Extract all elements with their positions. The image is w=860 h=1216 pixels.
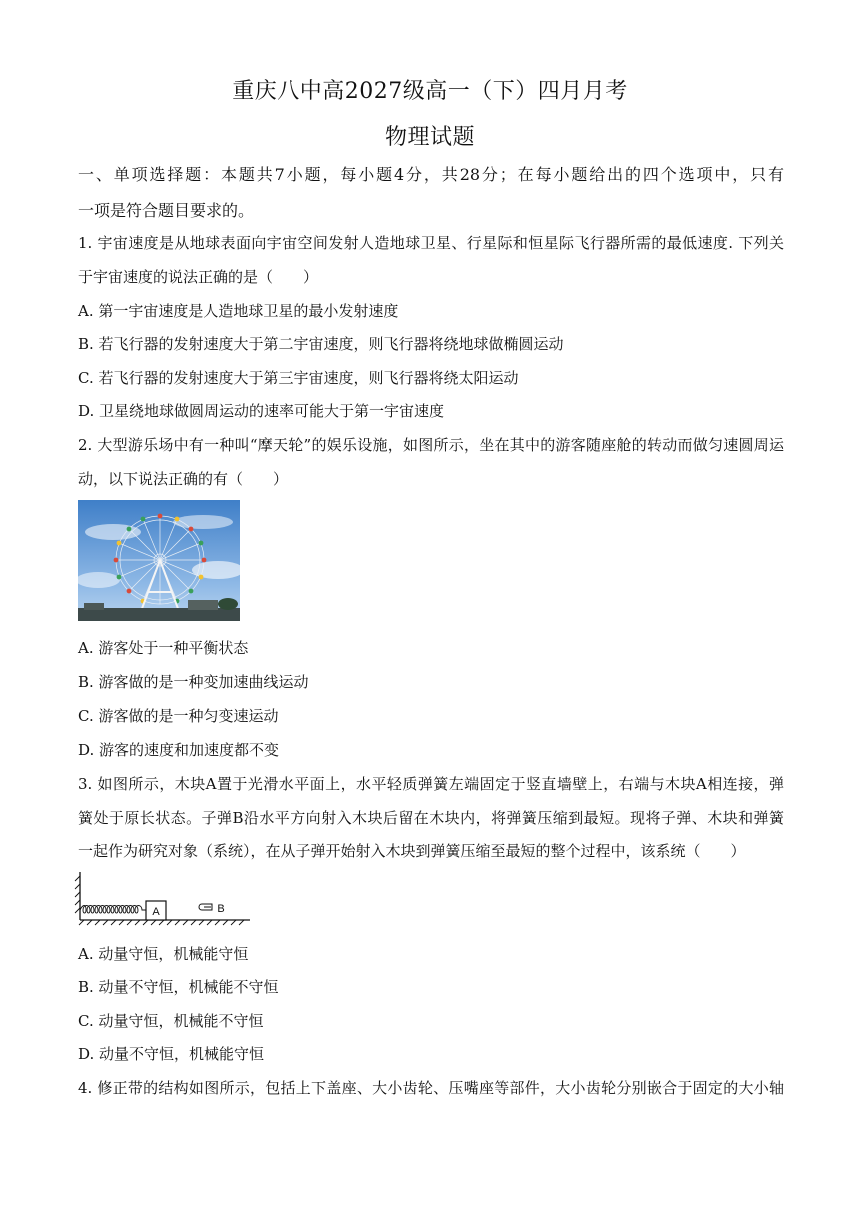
q4-stem-line-1: 4. 修正带的结构如图所示，包括上下盖座、大小齿轮、压嘴座等部件，大小齿轮分别嵌合于固定的大小轴 [78, 1079, 784, 1097]
q2-stem-line-2: 动，以下说法正确的有（ ） [78, 470, 289, 488]
q1-option-c: C. 若飞行器的发射速度大于第三宇宙速度，则飞行器将绕太阳运动 [78, 369, 519, 387]
section-heading-line-2: 一项是符合题目要求的。 [78, 201, 255, 220]
q3-stem-line-3: 一起作为研究对象（系统），在从子弹开始射入木块到弹簧压缩至最短的整个过程中，该系统（ ） [78, 842, 746, 860]
bullet-b-label: B [217, 903, 225, 915]
q1-option-d: D. 卫星绕地球做圆周运动的速率可能大于第一宇宙速度 [78, 402, 445, 420]
exam-subject: 物理试题 [384, 125, 475, 150]
ferris-wheel-photo [78, 500, 240, 621]
q1-option-b: B. 若飞行器的发射速度大于第二宇宙速度，则飞行器将绕地球做椭圆运动 [78, 335, 564, 353]
q3-stem-line-1: 3. 如图所示，木块A置于光滑水平面上，水平轻质弹簧左端固定于竖直墙壁上，右端与木块A相连接，弹 [78, 775, 784, 793]
q1-stem-line-1: 1. 宇宙速度是从地球表面向宇宙空间发射人造地球卫星、行星际和恒星际飞行器所需的最低速度. 下列关 [78, 234, 784, 252]
block-a-label: A [152, 906, 160, 918]
q1-option-a: A. 第一宇宙速度是人造地球卫星的最小发射速度 [78, 302, 399, 320]
q2-option-a: A. 游客处于一种平衡状态 [78, 639, 249, 657]
section-heading-line-1: 一、单项选择题：本题共7小题，每小题4分，共28分；在每小题给出的四个选项中，只有 [78, 165, 784, 184]
q3-option-b: B. 动量不守恒，机械能不守恒 [78, 978, 279, 996]
bullet-b [199, 904, 212, 910]
q3-stem-line-2: 簧处于原长状态。子弹B沿水平方向射入木块后留在木块内，将弹簧压缩到最短。现将子弹、木块和弹簧 [78, 809, 784, 827]
spring-block-diagram [74, 868, 254, 928]
q1-stem-line-2: 于宇宙速度的说法正确的是（ ） [78, 268, 319, 286]
ferris-wheel-image [78, 500, 240, 621]
q3-option-a: A. 动量守恒，机械能守恒 [78, 945, 249, 963]
q3-option-c: C. 动量守恒，机械能不守恒 [78, 1012, 264, 1030]
q2-option-d: D. 游客的速度和加速度都不变 [78, 741, 280, 759]
spring-coil [80, 906, 146, 914]
exam-title: 重庆八中高2027级高一（下）四月月考 [232, 79, 628, 104]
q3-option-d: D. 动量不守恒，机械能守恒 [78, 1045, 265, 1063]
spring-block-figure [74, 868, 254, 928]
q2-stem-line-1: 2. 大型游乐场中有一种叫“摩天轮”的娱乐设施，如图所示，坐在其中的游客随座舱的转动而做匀速圆周运 [78, 436, 784, 454]
q2-option-c: C. 游客做的是一种匀变速运动 [78, 707, 279, 725]
q2-option-b: B. 游客做的是一种变加速曲线运动 [78, 673, 309, 691]
